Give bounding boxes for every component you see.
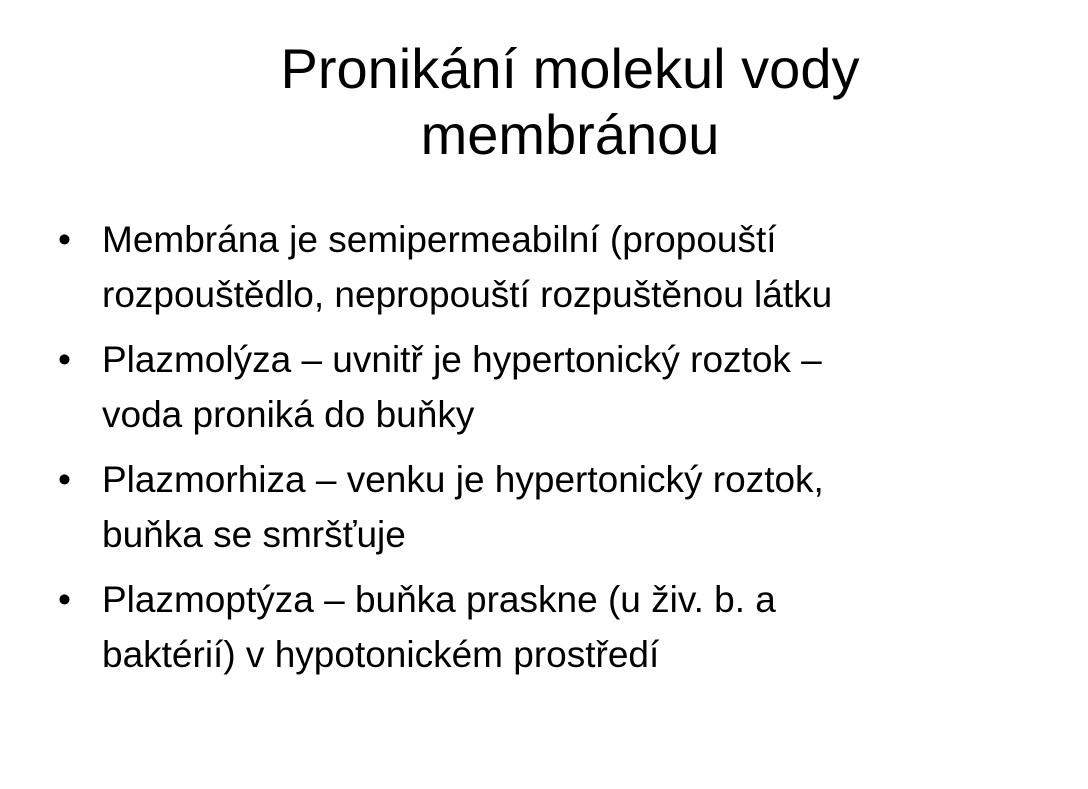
bullet-line: buňka se smršťuje bbox=[102, 514, 406, 555]
bullet-text bbox=[102, 572, 1058, 682]
bullet-text bbox=[102, 212, 1058, 322]
title-line: membránou bbox=[420, 103, 720, 166]
bullet-item bbox=[58, 572, 1058, 682]
bullet-item bbox=[58, 332, 1058, 442]
bullet-line: Plazmorhiza – venku je hypertonický roztok, bbox=[102, 459, 824, 500]
bullet-text bbox=[102, 332, 1058, 442]
bullet-icon: • bbox=[58, 219, 71, 260]
bullet-line: Membrána je semipermeabilní (propouští bbox=[102, 219, 777, 260]
bullet-item bbox=[58, 212, 1058, 322]
bullet-line: Plazmoptýza – buňka praskne (u živ. b. a bbox=[102, 579, 776, 620]
bullet-list bbox=[58, 212, 1058, 692]
bullet-icon: • bbox=[58, 579, 71, 620]
bullet-line: baktérií) v hypotonickém prostředí bbox=[102, 634, 660, 675]
bullet-line: Plazmolýza – uvnitř je hypertonický roztok – bbox=[102, 339, 822, 380]
slide-title bbox=[140, 36, 1000, 168]
bullet-item bbox=[58, 452, 1058, 562]
bullet-icon: • bbox=[58, 459, 71, 500]
title-line: Pronikání molekul vody bbox=[280, 37, 860, 100]
bullet-line: voda proniká do buňky bbox=[102, 394, 475, 435]
bullet-line: rozpouštědlo, nepropouští rozpuštěnou látku bbox=[102, 274, 833, 315]
bullet-text bbox=[102, 452, 1058, 562]
bullet-icon: • bbox=[58, 339, 71, 380]
